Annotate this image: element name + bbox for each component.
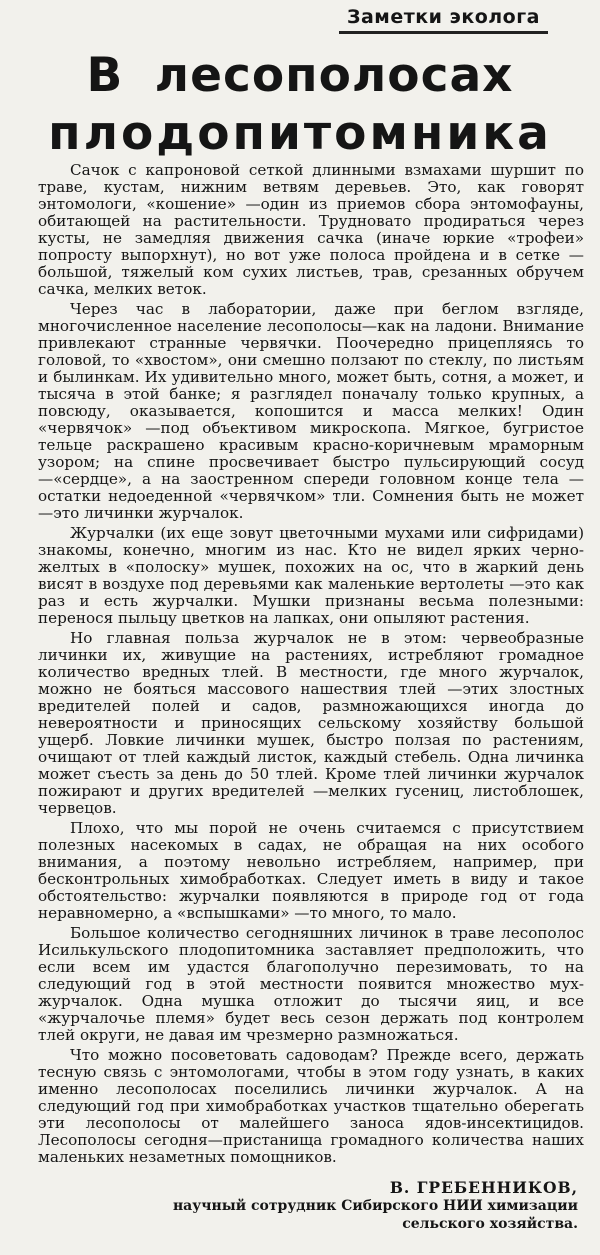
paragraph: Сачок с капроновой сеткой длинными взмахами шуршит по траве, кустам, нижним ветвям деревьев. Это, как говорят энтомологи, «кошение» —один из приемов сбора энтомофауны, обитающей на растительности. Трудновато продираться через кусты, не замедляя движения сачка (иначе юркие «трофеи» попросту выпорхнут), но вот уже полоса пройдена и в сетке —большой, тяжелый ком сухих листьев, трав, срезанных обручем сачка, мелких веток. bbox=[38, 161, 584, 298]
rubric: Заметки эколога bbox=[339, 6, 548, 34]
rubric-block bbox=[339, 6, 548, 34]
paragraph: Через час в лаборатории, даже при беглом взгляде, многочисленное население лесополосы—как на ладони. Внимание привлекают странные червячки. Поочередно прицепляясь то головой, то «хвостом», они смешно ползают по стеклу, по листьям и былинкам. Их удивительно много, может быть, сотня, а может, и тысяча в этой банке; я разглядел поначалу только крупных, а повсюду, оказывается, копошится и масса мелких! Один «червячок» —под объективом микроскопа. Мягкое, бугристое тельце раскрашено красивым красно-коричневым мраморным узором; на спине просвечивает быстро пульсирующий сосуд —«сердце», а на заостренном спереди головном конце тела —остатки недоеденной «червячком» тли. Сомнения быть не может —это личинки журчалок. bbox=[38, 300, 584, 522]
author-position-cont: сельского хозяйства. bbox=[402, 1216, 578, 1232]
paragraph: Но главная польза журчалок не в этом: червеобразные личинки их, живущие на растениях, истребляют громадное количество вредных тлей. В местности, где много журчалок, можно не бояться массового нашествия тлей —этих злостных вредителей полей и садов, размножающихся иногда до невероятности и приносящих сельскому хозяйству большой ущерб. Ловкие личинки мушек, быстро ползая по растениям, очищают от тлей каждый листок, каждый стебель. Одна личинка может съесть за день до 50 тлей. Кроме тлей личинки журчалок пожирают и других вредителей —мелких гусениц, листоблошек, червецов. bbox=[38, 629, 584, 817]
headline-line-2: плодопитомника bbox=[48, 106, 552, 161]
paragraph: Плохо, что мы порой не очень считаемся с присутствием полезных насекомых в садах, не обращая на них особого внимания, а поэтому невольно истребляем, например, при бесконтрольных химобработках. Следует иметь в виду и такое обстоятельство: журчалки появляются в природе год от года неравномерно, а «вспышками» —то много, то мало. bbox=[38, 819, 584, 922]
paragraph: Большое количество сегодняшних личинок в траве лесополос Исилькульского плодопитомника заставляет предположить, что если всем им удастся благополучно перезимовать, то на следующий год в этой местности появится множество мух-журчалок. Одна мушка отложит до тысячи яиц, и все «журчалочье племя» будет весь сезон держать под контролем тлей округи, не давая им чрезмерно размножаться. bbox=[38, 924, 584, 1044]
author-signature bbox=[173, 1178, 578, 1233]
article-body bbox=[38, 162, 584, 1169]
paragraph: Журчалки (их еще зовут цветочными мухами или сифридами) знакомы, конечно, многим из нас. Кто не видел ярких черно-желтых в «полоску» мушек, похожих на ос, что в жаркий день висят в воздухе под деревьями как маленькие вертолеты —это как раз и есть журчалки. Мушки признаны весьма полезными: перенося пыльцу цветков на лапках, они опыляют растения. bbox=[38, 524, 584, 627]
paragraph: Что можно посоветовать садоводам? Прежде всего, держать тесную связь с энтомологами, чтобы в этом году узнать, в каких именно лесополосах поселились личинки журчалок. А на следующий год при химобработках участков тщательно оберегать эти лесополосы от малейшего заноса ядов-инсектицидов. Лесополосы сегодня—пристанища громадного количества наших маленьких незаметных помощников. bbox=[38, 1046, 584, 1166]
headline-line-1: В лесополосах bbox=[86, 48, 514, 103]
author-position: научный сотрудник Сибирского НИИ химизации bbox=[172, 1198, 578, 1214]
author-name: В. ГРЕБЕННИКОВ, bbox=[389, 1178, 578, 1197]
